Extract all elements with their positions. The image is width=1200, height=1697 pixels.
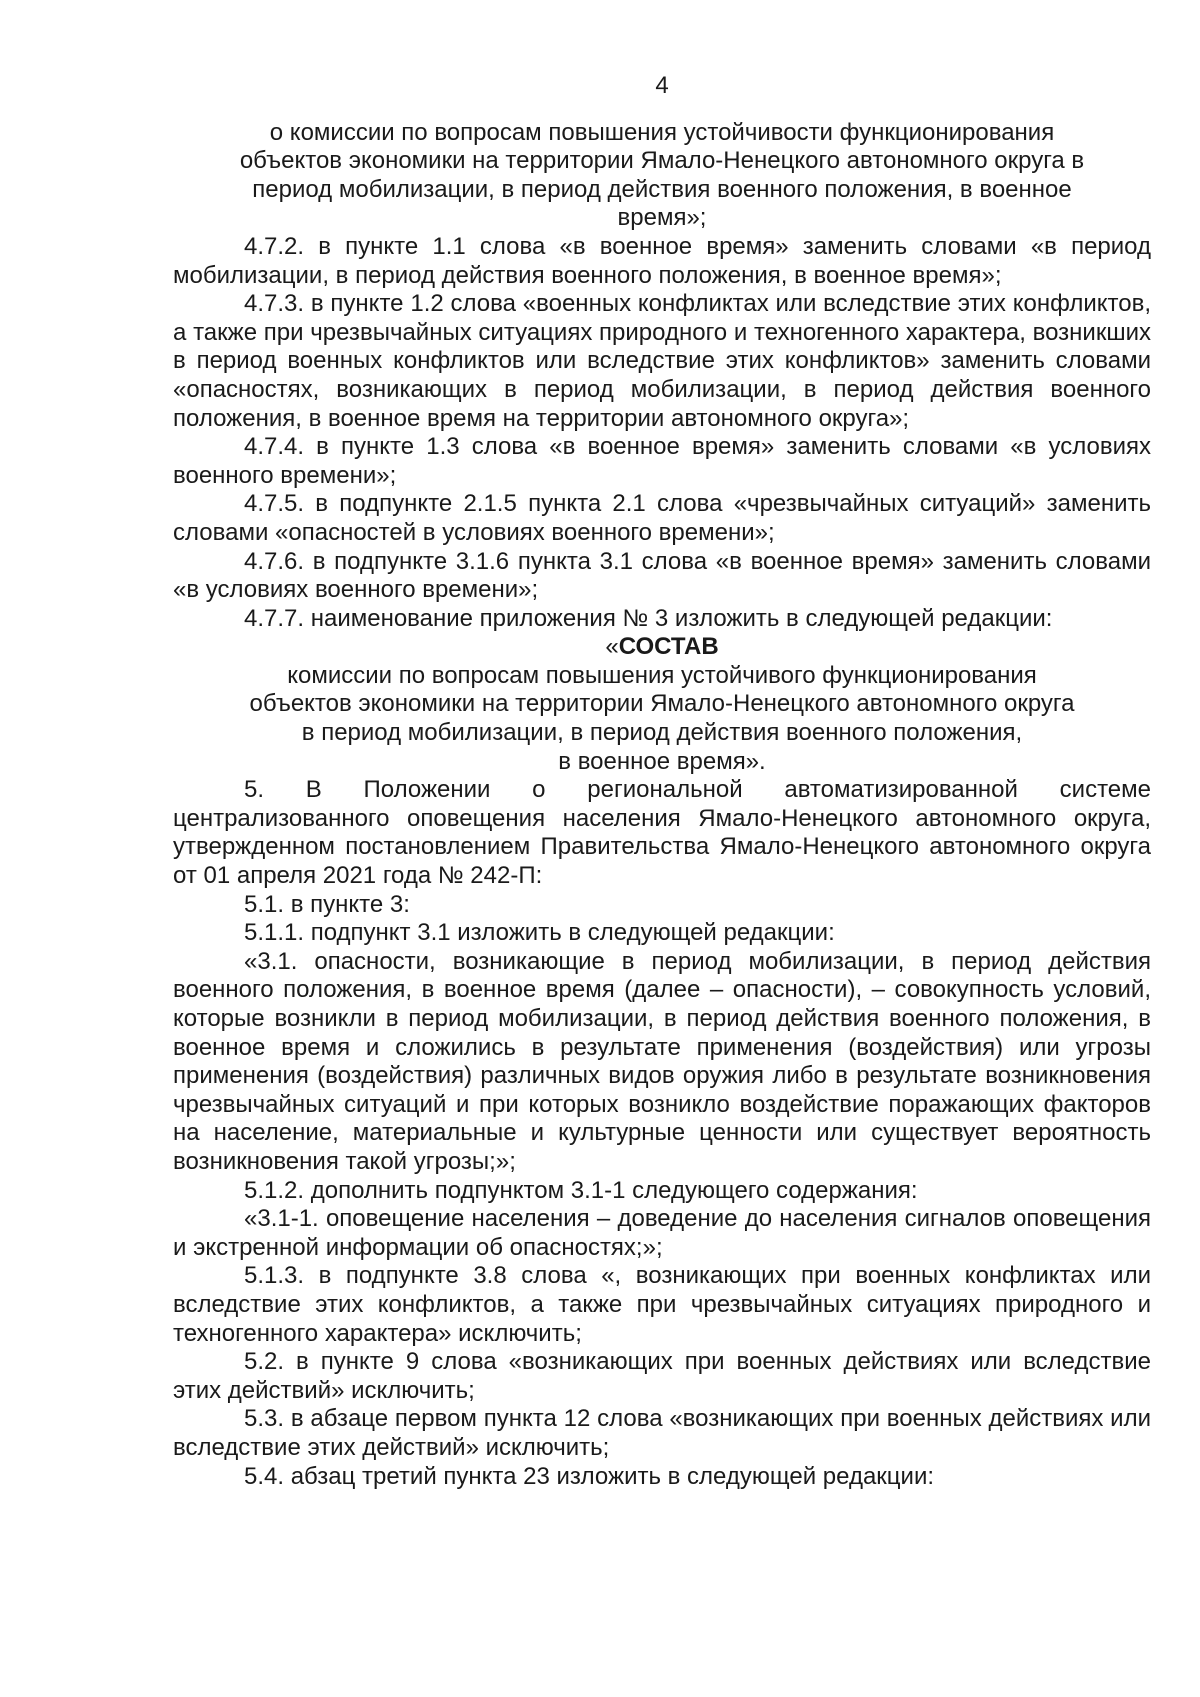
paragraph-5: 5. В Положении о региональной автоматизированной системе централизованного оповещения населения Ямало-Ненецкого автономного округа, утвержденном постановлением Правительства Ямало-Ненецкого автономного округа от 01 апреля 2021 года № 242-П:	[173, 776, 1151, 890]
paragraph-4-7-3: 4.7.3. в пункте 1.2 слова «военных конфликтах или вследствие этих конфликтов, а также при чрезвычайных ситуациях природного и техногенного характера, возникших в период военных конфликтов или вследствие этих конфликтов» заменить словами «опасностях, возникающих в период мобилизации, в период действия военного положения, в военное время на территории автономного округа»;	[173, 290, 1151, 432]
sostav-title: СОСТАВ	[618, 633, 719, 661]
intro-title-line: объектов экономики на территории Ямало-Ненецкого автономного округа в	[239, 147, 1085, 175]
paragraph-4-7-7: 4.7.7. наименование приложения № 3 изложить в следующей редакции:	[244, 604, 1053, 632]
intro-title-line: о комиссии по вопросам повышения устойчивости функционирования	[269, 118, 1055, 146]
sostav-line: в военное время».	[558, 747, 766, 775]
paragraph-4-7-4: 4.7.4. в пункте 1.3 слова «в военное время» заменить словами «в условиях военного времени»;	[173, 433, 1151, 489]
sostav-subtitle	[173, 662, 1151, 776]
paragraph-5-1-3: 5.1.3. в подпункте 3.8 слова «, возникающих при военных конфликтах или вследствие этих конфликтов, а также при чрезвычайных ситуациях природного и техногенного характера» исключить;	[173, 1262, 1151, 1347]
paragraph-4-7-5: 4.7.5. в подпункте 2.1.5 пункта 2.1 слова «чрезвычайных ситуаций» заменить словами «опасностей в условиях военного времени»;	[173, 490, 1151, 546]
paragraph-3-1-1-quote: «3.1-1. оповещение населения – доведение до населения сигналов оповещения и экстренной информации об опасностях;»;	[173, 1205, 1151, 1261]
sostav-line: в период мобилизации, в период действия военного положения,	[301, 719, 1023, 747]
paragraph-5-1-1: 5.1.1. подпункт 3.1 изложить в следующей редакции:	[244, 919, 835, 947]
document-page	[173, 72, 1151, 1491]
paragraph-5-4: 5.4. абзац третий пункта 23 изложить в следующей редакции:	[244, 1462, 935, 1490]
intro-title	[173, 119, 1151, 233]
paragraph-5-3: 5.3. в абзаце первом пункта 12 слова «возникающих при военных действиях или вследствие этих действий» исключить;	[173, 1405, 1151, 1461]
paragraph-3-1-quote: «3.1. опасности, возникающие в период мобилизации, в период действия военного положения, в военное время (далее – опасности), – совокупность условий, которые возникли в период мобилизации, в период действия военного положения, в военное время и сложились в результате применения (воздействия) или угрозы применения (воздействия) различных видов оружия либо в результате возникновения чрезвычайных ситуаций и при которых возникло воздействие поражающих факторов на население, материальные и культурные ценности или существует вероятность возникновения такой угрозы;»;	[173, 947, 1151, 1175]
paragraph-5-2: 5.2. в пункте 9 слова «возникающих при военных действиях или вследствие этих действий» исключить;	[173, 1348, 1151, 1404]
intro-title-line: время»;	[617, 204, 707, 232]
sostav-line: комиссии по вопросам повышения устойчивого функционирования	[287, 661, 1037, 689]
sostav-heading	[173, 633, 1151, 662]
sostav-open-quote: «	[605, 633, 619, 661]
sostav-line: объектов экономики на территории Ямало-Ненецкого автономного округа	[249, 690, 1075, 718]
paragraph-5-1: 5.1. в пункте 3:	[244, 890, 410, 918]
page-number: 4	[655, 72, 669, 99]
paragraph-4-7-2: 4.7.2. в пункте 1.1 слова «в военное время» заменить словами «в период мобилизации, в период действия военного положения, в военное время»;	[173, 232, 1151, 289]
paragraph-5-1-2: 5.1.2. дополнить подпунктом 3.1-1 следующего содержания:	[244, 1176, 918, 1204]
paragraph-4-7-6: 4.7.6. в подпункте 3.1.6 пункта 3.1 слова «в военное время» заменить словами «в условиях военного времени»;	[173, 547, 1151, 604]
intro-title-line: период мобилизации, в период действия военного положения, в военное	[252, 175, 1072, 203]
